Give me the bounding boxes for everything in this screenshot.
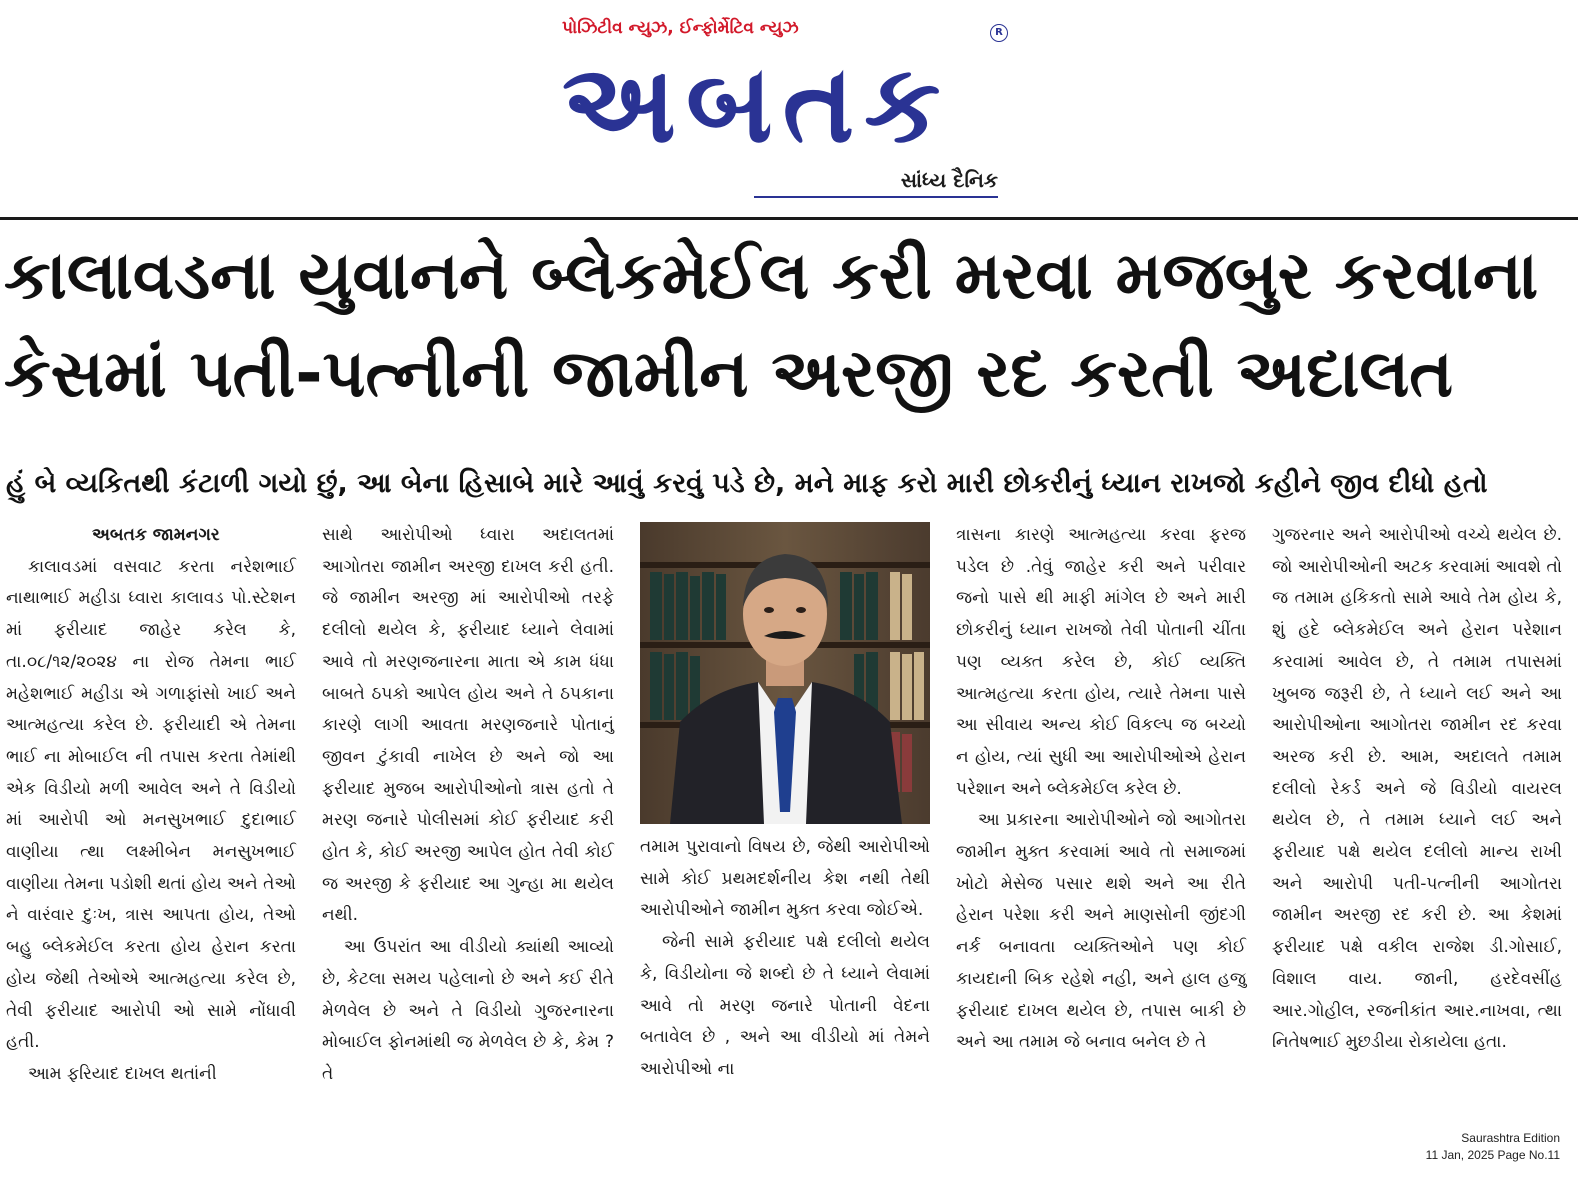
page-footer [1426,1130,1560,1164]
article-column-1 [6,520,296,1091]
column-1-paragraph-2: આમ ફરિયાદ દાખલ થતાંની [28,1063,217,1084]
article-column-2 [322,520,614,1091]
article-photo [640,522,930,824]
column-3-paragraph-1: તમામ પુરાવાનો વિષય છે, જેથી આરોપીઓ સામે કોઈ પ્રથમદર્શનીય કેશ નથી તેથી આરોપીઓને જામીન મુક્ત કરવા જોઈએ. [640,837,930,921]
article-column-5 [1272,520,1562,1059]
column-3-paragraph-2: જેની સામે ફરીયાદ પક્ષે દલીલો થયેલ કે, વિડીયોના જે શબ્દો છે તે ધ્યાને લેવામાં આવે તો મરણ જનારે પોતાની વેદના બતાવેલ છે , અને આ વીડીયો માં તેમને આરોપીઓ ના [640,932,930,1079]
edition-label: Saurashtra Edition [1461,1131,1560,1145]
masthead-tagline: પોઝિટીવ ન્યુઝ, ઈન્ફોર્મેટિવ ન્યુઝ [562,18,799,38]
article-column-3 [640,832,930,1086]
masthead-subtitle: સાંધ્ય દૈનિક [900,168,998,192]
masthead-divider [0,217,1578,220]
column-4-paragraph-2: આ પ્રકારના આરોપીઓને જો આગોતરા જામીન મુક્ત કરવામાં આવે તો સમાજમાં ખોટો મેસેજ પસાર થશે અને આ રીતે હેરાન પરેશા કરી અને માણસોની જીંદગી નર્ક બનાવતા વ્યક્તિઓને પણ કોઈ કાયદાની બિક રહેશે નહી, અને હાલ હજુ ફરીયાદ દાખલ થયેલ છે, તપાસ બાકી છે અને આ તમામ જે બનાવ બનેલ છે તે [956,810,1246,1053]
registered-mark: R [990,24,1008,42]
column-2-paragraph-2: આ ઉપરાંત આ વીડીયો ક્યાંથી આવ્યો છે, કેટલા સમય પહેલાનો છે અને કઈ રીતે મેળવેલ છે અને તે વિડીયો ગુજરનારના મોબાઈલ ફોનમાંથી જ મેળવેલ છે કે, કેમ ? તે [322,937,614,1084]
column-4-paragraph-1: ત્રાસના કારણે આત્મહત્યા કરવા ફરજ પડેલ છે .તેવું જાહેર કરી અને પરીવાર જનો પાસે થી માફી માંગેલ છે અને મારી છોકરીનું ધ્યાન રાખજો તેવી પોતાની ચીંતા પણ વ્યક્ત કરેલ છે, કોઈ વ્યક્તિ આત્મહત્યા કરતા હોય, ત્યારે તેમના પાસે આ સીવાય અન્ય કોઈ વિકલ્પ જ બચ્યો ન હોય, ત્યાં સુધી આ આરોપીઓએ હેરાન પરેશાન અને બ્લેકમેઈલ કરેલ છે. [956,525,1246,799]
masthead-underline [754,196,998,198]
column-5-paragraph-1: ગુજરનાર અને આરોપીઓ વચ્ચે થયેલ છે. જો આરોપીઓની અટક કરવામાં આવશે તો જ તમામ હકિકતો સામે આવે તેમ હોય કે, શું હદે બ્લેકમેઈલ અને હેરાન પરેશાન કરવામાં આવેલ છે, તે તમામ તપાસમાં ખુબજ જરૂરી છે, તે ધ્યાને લઈ અને આ આરોપીઓના આગોતરા જામીન રદ કરવા અરજ કરી છે. આમ, અદાલતે તમામ દલીલો રેકર્ડ અને જે વિડીયો વાયરલ થયેલ છે, તે તમામ ધ્યાને લઈ અને ફરીયાદ પક્ષે થયેલ દલીલો માન્ય રાખી અને આરોપી પતી-પત્નીની આગોતરા જામીન અરજી રદ કરી છે. આ કેશમાં ફરીયાદ પક્ષે વકીલ રાજેશ ડી.ગોસાઈ, વિશાલ વાય. જાની, હરદેવસીંહ આર.ગોહીલ, રજનીકાંત આર.નાખવા, ત્થા નિતેષભાઈ મુછડીયા રોકાયેલા હતા. [1272,525,1562,1053]
dateline: અબતક જામનગર [92,525,220,545]
column-1-paragraph-1: કાલાવડમાં વસવાટ કરતા નરેશભાઈ નાથાભાઈ મહીડા ધ્વારા કાલાવડ પો.સ્ટેશન માં ફરીયાદ જાહેર કરેલ કે, તા.૦૮/૧૨/૨૦૨૪ ના રોજ તેમના ભાઈ મહેશભાઈ મહીડા એ ગળાફાંસો ખાઈ અને આત્મહત્યા કરેલ છે. ફરીયાદી એ તેમના ભાઈ ના મોબાઈલ ની તપાસ કરતા તેમાંથી એક વિડીયો મળી આવેલ અને તે વિડીયો માં આરોપી ઓ મનસુખભાઈ દુદાભાઈ વાણીયા ત્થા લક્ષ્મીબેન મનસુખભાઈ વાણીયા તેમના પડોશી થતાં હોય અને તેઓ ને વારંવાર દુઃખ, ત્રાસ આપતા હોય, તેઓ બહુ બ્લેકમેઈલ કરતા હોય હેરાન કરતા હોય જેથી તેઓએ આત્મહત્યા કરેલ છે, તેવી ફરીયાદ આરોપી ઓ સામે નોંધાવી હતી. [6,556,296,1053]
headline-line-2: કેસમાં પતી-પત્નીની જામીન અરજી રદ કરતી અદાલત [4,335,1454,412]
subheadline: હું બે વ્યકિતથી કંટાળી ગયો છું, આ બેના હિસાબે મારે આવું કરવું પડે છે, મને માફ કરો મારી છોકરીનું ધ્યાન રાખજો કહીને જીવ દીધો હતો [6,468,1488,499]
lawyer-portrait-image [640,522,930,824]
article-column-4 [956,520,1246,1059]
date-page-label: 11 Jan, 2025 Page No.11 [1425,1148,1560,1162]
newspaper-logo: અબતક [562,46,1004,164]
headline-line-1: કાલાવડના યુવાનને બ્લેકમેઈલ કરી મરવા મજબુર કરવાના [4,237,1539,314]
column-2-paragraph-1: સાથે આરોપીઓ ધ્વારા અદાલતમાં આગોતરા જામીન અરજી દાખલ કરી હતી. જે જામીન અરજી માં આરોપીઓ તરફે દલીલો થયેલ કે, ફરીયાદ ધ્યાને લેવામાં આવે તો મરણજનારના માતા એ કામ ધંધા બાબતે ઠપકો આપેલ હોય અને તે ઠપકાના કારણે લાગી આવતા મરણજનારે પોતાનું જીવન ટુંકાવી નાખેલ છે અને જો આ ફરીયાદ મુજબ આરોપીઓનો ત્રાસ હતો તે મરણ જનારે પોલીસમાં કોઈ ફરીયાદ કરી હોત કે, કોઈ અરજી આપેલ હોત તેવી કોઈ જ અરજી કે ફરીયાદ આ ગુન્હા મા થયેલ નથી. [322,525,614,926]
